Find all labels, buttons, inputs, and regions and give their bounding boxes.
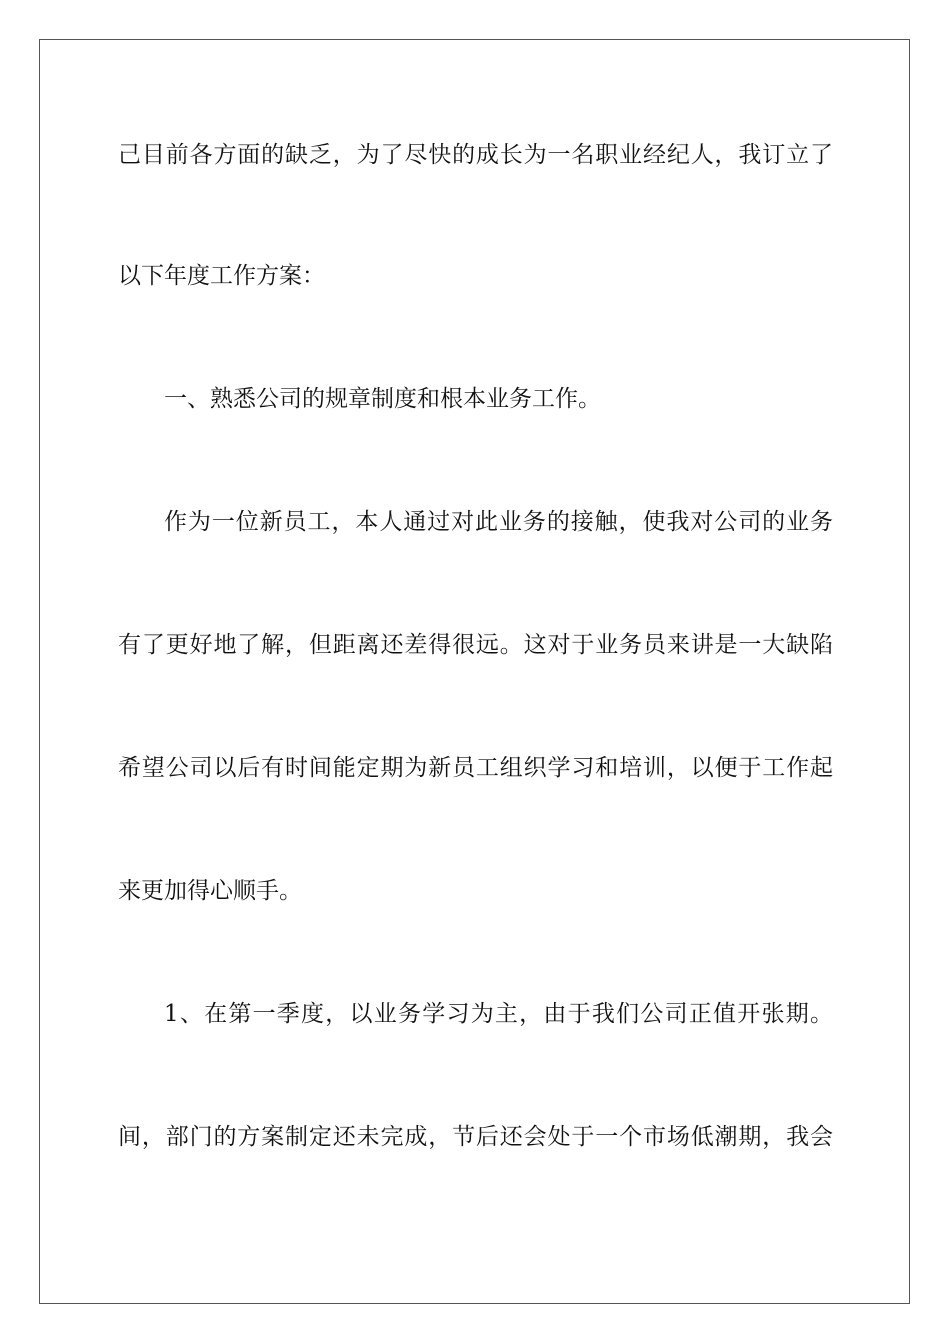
paragraph-line: 来更加得心顺手。: [118, 878, 302, 904]
paragraph-line: 有了更好地了解，但距离还差得很远。这对于业务员来讲是一大缺陷: [118, 632, 833, 658]
paragraph-line: 以下年度工作方案：: [118, 263, 325, 289]
paragraph-line: 作为一位新员工，本人通过对此业务的接触，使我对公司的业务: [164, 509, 833, 535]
paragraph-line: 己目前各方面的缺乏，为了尽快的成长为一名职业经纪人，我订立了: [118, 142, 833, 168]
paragraph-line: 1、在第一季度，以业务学习为主，由于我们公司正值开张期。: [164, 1001, 833, 1027]
paragraph-line: 希望公司以后有时间能定期为新员工组织学习和培训，以便于工作起: [118, 755, 833, 781]
page-frame: [39, 39, 910, 1304]
paragraph-line: 间，部门的方案制定还未完成，节后还会处于一个市场低潮期，我会: [118, 1124, 833, 1150]
section-heading: 一、熟悉公司的规章制度和根本业务工作。: [164, 386, 601, 412]
